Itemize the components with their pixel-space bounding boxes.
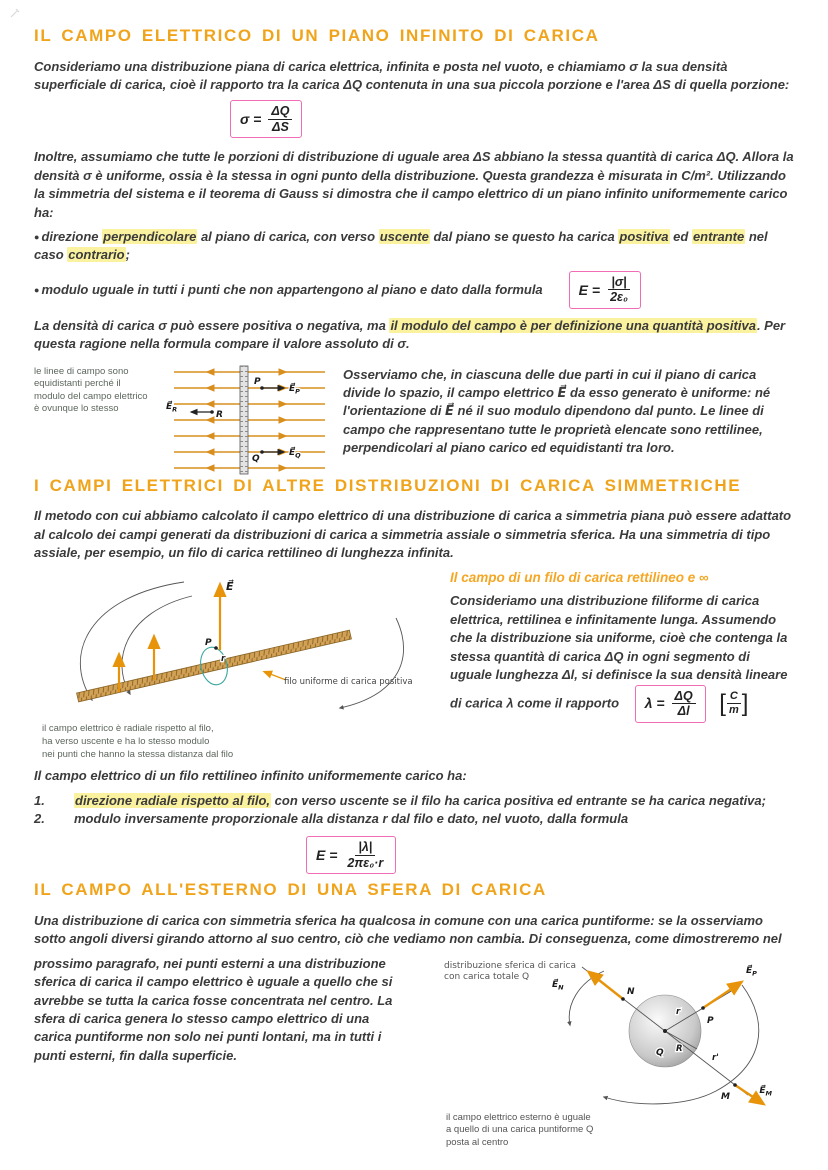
formula-E-plane [569, 271, 641, 309]
bullet-dot: ● [34, 232, 40, 243]
point-P [214, 647, 218, 651]
formula-lambda-numerator: ΔQ [672, 689, 696, 704]
highlight-segment: uscente [379, 229, 429, 245]
sphere-figure [420, 957, 794, 1150]
point-label-N: N [627, 986, 635, 997]
section3-para1: Una distribuzione di carica con simmetria sferica ha qualcosa in comune con una carica puntiforme: se la osserviamo sotto angoli diversi girando attorno al suo centro, ciò che vediamo non cambia. Di conseguenza, come dimostreremo nel [34, 912, 782, 947]
text-segment: ; [125, 247, 130, 263]
text-segment: al piano di carica, con verso [197, 229, 379, 245]
highlight-segment: entrante [692, 229, 745, 245]
formula-E-plane-lhs: E = [578, 281, 601, 298]
section2-para2 [450, 592, 794, 722]
list-item-2 [34, 810, 794, 828]
section1-bullet2-row [34, 271, 794, 309]
section1-para3 [34, 317, 794, 354]
distance-label-r2: r' [712, 1052, 719, 1063]
charge-label-Q: Q [656, 1047, 664, 1058]
radius-label-R: R [676, 1043, 683, 1054]
bullet-dot: ● [34, 284, 40, 295]
highlight-segment: perpendicolare [103, 229, 197, 245]
text-segment: dal piano se questo ha carica [429, 229, 619, 245]
plane-field-diagram [164, 364, 329, 476]
formula-E-plane-numerator: |σ| [608, 275, 629, 290]
vector-label-EP: $E⃗_P$ [746, 965, 757, 978]
distance-label-r: r [221, 654, 226, 665]
formula-E-wire-denominator: 2πε₀·r [347, 855, 384, 870]
field-lines [174, 372, 325, 468]
sphere-caption-line3: posta al centro [446, 1136, 509, 1148]
sphere-label-line2: con carica totale Q [444, 971, 530, 982]
text-segment: La densità di carica σ può essere positiva o negativa, ma [34, 317, 390, 333]
wire-label-leader [265, 672, 286, 680]
units-denominator: m [728, 704, 739, 717]
wire-caption-line3: nei punti che hanno la stessa distanza dal filo [42, 748, 234, 760]
formula-sigma-row [230, 100, 794, 138]
wire-caption-line1: il campo elettrico è radiale rispetto al filo, [42, 723, 214, 735]
section1-para2: Inoltre, assumiamo che tutte le porzioni di distribuzione di uguale area ΔS abbiano la stessa quantità di carica ΔQ. Allora la densità σ è uniforme, ossia è la stessa in ogni punto della distribuzione. Questa grandezza è misurata in C/m². Utilizzando la simmetria del sistema e il teorema di Gauss si dimostra che il campo elettrico di un piano infinito uniformemente carico ha: [34, 149, 794, 220]
wire-caption-line2: ha verso uscente e ha lo stesso modulo [42, 736, 210, 748]
point-label-R: R [216, 409, 223, 420]
list-item-2-text [74, 810, 628, 828]
formula-E-plane-fraction [607, 275, 631, 305]
section1-bullet2 [34, 281, 543, 299]
distance-label-r: r [676, 1006, 681, 1017]
units-numerator: C [727, 690, 741, 704]
formula-E-plane-denominator: 2ε₀ [610, 290, 628, 305]
plane-figure-caption: le linee di campo sono equidistanti perché il modulo del campo elettrico è ovunque lo stesso [34, 365, 148, 415]
section3-para2: prossimo paragrafo, nei punti esterni a una distribuzione sferica di carica il campo elettrico è uguale a quello che si avrebbe se tutta la carica fosse concentrata nel centro. La sfera di carica genera lo stesso campo elettrico di una carica puntiforme non solo nei punti lontani, ma in tutti i punti esterni, fin dalla superficie. [34, 955, 393, 1063]
vector-label-EQ: $E⃗_Q$ [289, 447, 301, 460]
wire-figure-row [34, 568, 794, 761]
list-number: 1. [34, 792, 45, 808]
point-label-P: P [707, 1015, 714, 1026]
corner-icon [8, 6, 22, 20]
wire-field-diagram [34, 568, 434, 726]
formula-E-wire [306, 836, 396, 874]
list-item-1-text [74, 792, 766, 810]
wire-text-column [450, 568, 794, 761]
highlight-segment: direzione radiale rispetto al filo, [75, 792, 271, 808]
text-segment: nel caso [34, 229, 768, 263]
sphere-label-line1: distribuzione sferica di carica [444, 960, 577, 971]
highlight-segment: il modulo del campo è per definizione una quantità positiva [390, 317, 756, 333]
charged-plane [240, 366, 248, 474]
lambda-units [719, 690, 748, 716]
text-segment: direzione [41, 229, 103, 245]
formula-lambda-lhs: λ = [644, 694, 665, 711]
section1-para4: Osserviamo che, in ciascuna delle due parti in cui il piano di carica divide lo spazio, il campo elettrico E⃗ da esso generato è uniforme: né l'orientazione di E⃗ né il suo modulo dipendono dal punto. Le linee di campo che rappresentano tutte le proprietà elencate sono rettilinee, perpendicolari al piano carico ed equidistanti tra loro. [343, 366, 771, 456]
highlight-segment: positiva [619, 229, 669, 245]
sphere-section-body [34, 912, 794, 1150]
point-label-P: P [254, 376, 261, 387]
bracket-right: ] [741, 689, 749, 717]
formula-sigma [230, 100, 302, 138]
formula-lambda-fraction [672, 689, 696, 719]
formula-sigma-denominator: ΔS [272, 119, 289, 134]
formula-sigma-fraction [268, 104, 292, 134]
formula-lambda-denominator: Δl [677, 704, 690, 719]
vector-label-EP: $E⃗_P$ [289, 383, 300, 396]
vector-label-E: E⃗ [226, 580, 234, 594]
text-segment: Consideriamo una distribuzione filiforme di carica elettrica, rettilinea e infinitamente lunga. Assumendo che la distribuzione sia uniforme, cioè che contenga la stessa quantità di carica ΔQ in ogni segmento di uguale lunghezza Δl, si definisce la sua densità lineare di carica λ come il rapporto [450, 593, 788, 711]
sphere-caption-line2: a quello di una carica puntiforme Q [446, 1124, 594, 1136]
formula-sigma-numerator: ΔQ [268, 104, 292, 119]
charged-wire [77, 631, 352, 703]
formula-E-wire-lhs: E = [316, 847, 338, 864]
section2-title: I CAMPI ELETTRICI DI ALTRE DISTRIBUZIONI DI CARICA SIMMETRICHE [34, 475, 742, 495]
section1-title: IL CAMPO ELETTRICO DI UN PIANO INFINITO DI CARICA [34, 26, 600, 45]
section2-para1: Il metodo con cui abbiamo calcolato il campo elettrico di una distribuzione di carica a simmetria piana può essere adattato al calcolo dei campi generati da distribuzioni di carica a simmetria assiale o simmetria sferica. Ha una simmetria di tipo assiale, per esempio, un filo di carica rettilineo di lunghezza infinita. [34, 508, 792, 561]
list-number: 2. [34, 810, 45, 826]
formula-E-wire-row [306, 836, 794, 874]
formula-E-wire-numerator: |λ| [355, 840, 375, 855]
text-segment: con verso uscente se il filo ha carica positiva ed entrante se ha carica negativa; [271, 792, 766, 808]
vector-label-ER: $E⃗_R$ [166, 401, 178, 414]
text-segment: ed [669, 229, 692, 245]
list-item-1 [34, 792, 794, 810]
vector-label-EM: $E⃗_M$ [759, 1085, 772, 1098]
vector-label-EN: $E⃗_N$ [552, 979, 564, 992]
point-label-Q: Q [252, 453, 260, 464]
bracket-left: [ [719, 689, 726, 717]
corner-mark [11, 9, 19, 17]
formula-E-wire-fraction [344, 840, 386, 870]
point-label-M: M [721, 1091, 730, 1102]
units-fraction [726, 690, 742, 716]
handwritten-note: Il campo di un filo di carica rettilineo e ∞ [450, 570, 709, 586]
sphere-caption-line1: il campo elettrico esterno è uguale [446, 1111, 591, 1123]
plane-figure-row [34, 364, 794, 476]
section1-bullet1 [34, 228, 794, 265]
section3-title: IL CAMPO ALL'ESTERNO DI UNA SFERA DI CARICA [34, 880, 547, 900]
formula-sigma-lhs: σ = [240, 111, 262, 128]
section2-para3: Il campo elettrico di un filo rettilineo infinito uniformemente carico ha: [34, 768, 467, 784]
text-segment: modulo uguale in tutti i punti che non appartengono al piano e dato dalla formula [41, 281, 543, 297]
wire-figure [34, 568, 438, 761]
text-segment: modulo inversamente proporzionale alla distanza r dal filo e dato, nel vuoto, dalla formula [74, 810, 629, 826]
highlight-segment: contrario [68, 247, 125, 263]
formula-lambda [635, 685, 706, 723]
text-segment: . Per questa ragione nella formula compare il valore assoluto di σ. [34, 317, 786, 352]
wire-label: filo uniforme di carica positiva [284, 677, 413, 688]
section1-para1: Consideriamo una distribuzione piana di carica elettrica, infinita e posta nel vuoto, e chiamiamo σ la sua densità superficiale di carica, cioè il rapporto tra la carica ΔQ contenuta in una sua piccola porzione e l'area ΔS di quella porzione: [34, 58, 790, 92]
sphere-field-diagram [420, 957, 794, 1107]
point-label-P: P [205, 638, 212, 649]
